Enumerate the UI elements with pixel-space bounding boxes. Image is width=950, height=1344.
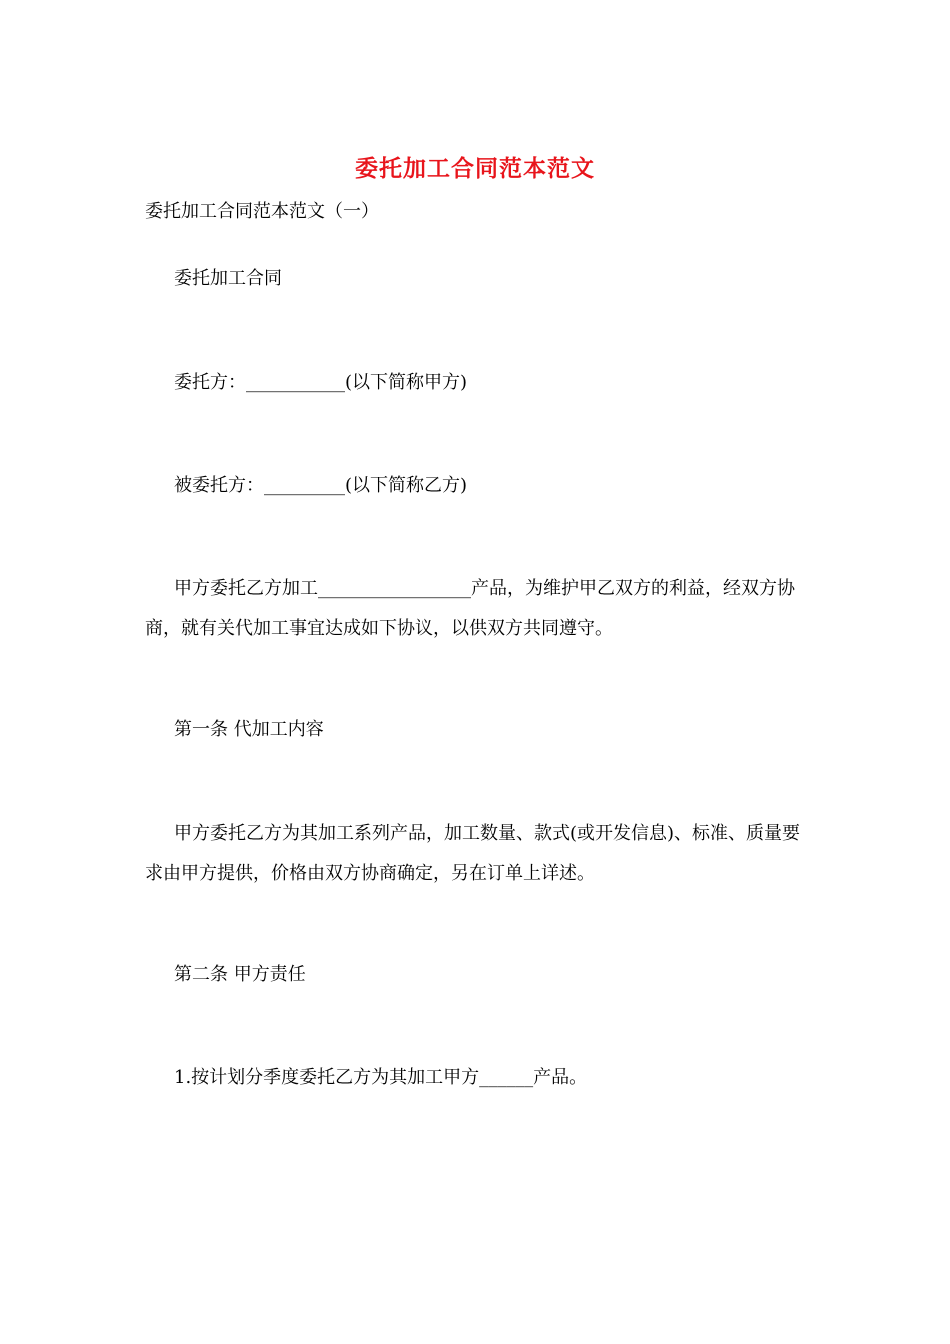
article-2-item-1: 1.按计划分季度委托乙方为其加工甲方______产品。 [174,1067,588,1088]
article-1-heading: 第一条 代加工内容 [174,719,324,740]
intro-paragraph: 甲方委托乙方加工_________________产品，为维护甲乙双方的利益，经双方协商，就有关代加工事宜达成如下协议，以供双方共同遵守。 [145,578,795,639]
contract-heading: 委托加工合同 [174,268,282,289]
party-a-line: 委托方：___________(以下简称甲方) [174,372,468,393]
article-1-body: 甲方委托乙方为其加工系列产品，加工数量、款式(或开发信息)、标准、质量要求由甲方提供，价格由双方协商确定，另在订单上详述。 [145,823,801,884]
article-2-heading: 第二条 甲方责任 [174,964,306,985]
party-b-line: 被委托方：_________(以下简称乙方) [174,475,468,496]
document-title: 委托加工合同范本范文 [355,155,595,182]
document-subtitle: 委托加工合同范本范文（一） [145,201,379,222]
